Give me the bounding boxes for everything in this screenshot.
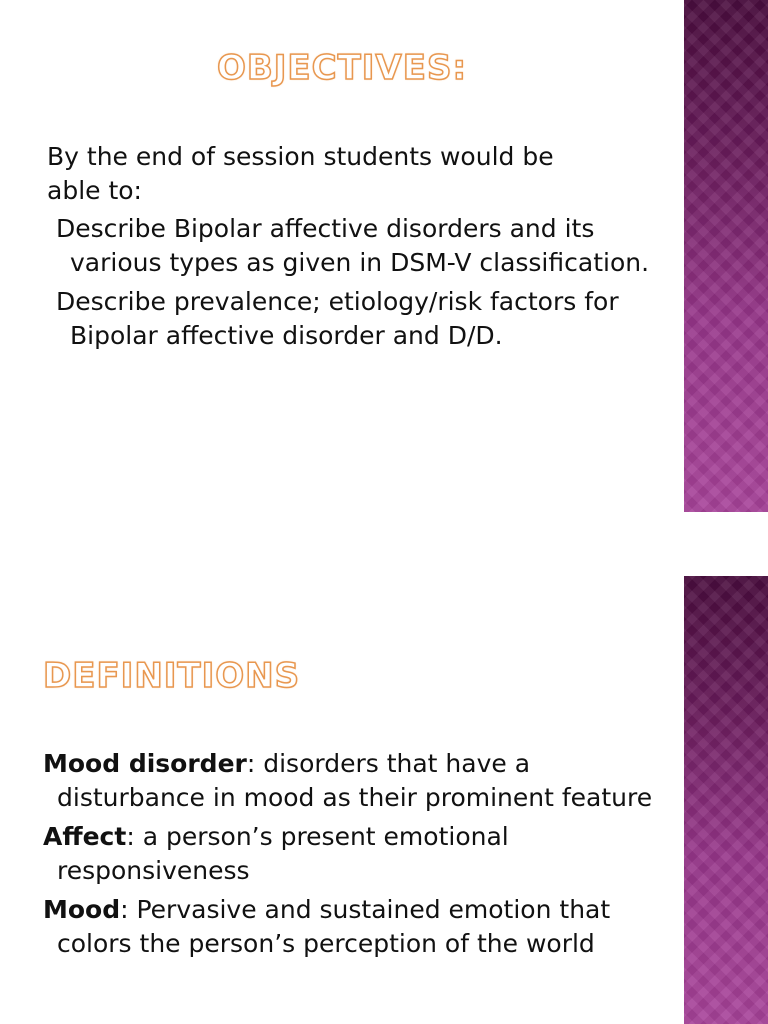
decorative-sidebar	[684, 0, 768, 512]
definition-text: : Pervasive and sustained emotion that colors the person’s perception of the world	[57, 895, 611, 958]
definition-term: Mood	[43, 895, 121, 924]
definition-list	[43, 747, 663, 966]
intro-text: By the end of session students would be able to:	[47, 142, 554, 205]
slide-definitions	[0, 576, 768, 1024]
definition-item	[43, 893, 663, 960]
slide-title: OBJECTIVES:	[216, 48, 468, 88]
definition-term: Affect	[43, 822, 127, 851]
definition-term: Mood disorder	[43, 749, 247, 778]
objective-item: Describe Bipolar affective disorders and its various types as given in DSM-V classification.	[56, 214, 650, 277]
definition-text: : disorders that have a disturbance in mood as their prominent feature	[57, 749, 653, 812]
objective-item: Describe prevalence; etiology/risk factors for Bipolar affective disorder and D/D.	[56, 287, 619, 350]
slide-title: DEFINITIONS	[43, 656, 301, 696]
definition-item	[43, 747, 663, 814]
definition-item	[43, 820, 663, 887]
objective-list	[0, 212, 684, 358]
decorative-sidebar	[684, 576, 768, 1024]
definition-text: : a person’s present emotional responsiveness	[57, 822, 509, 885]
